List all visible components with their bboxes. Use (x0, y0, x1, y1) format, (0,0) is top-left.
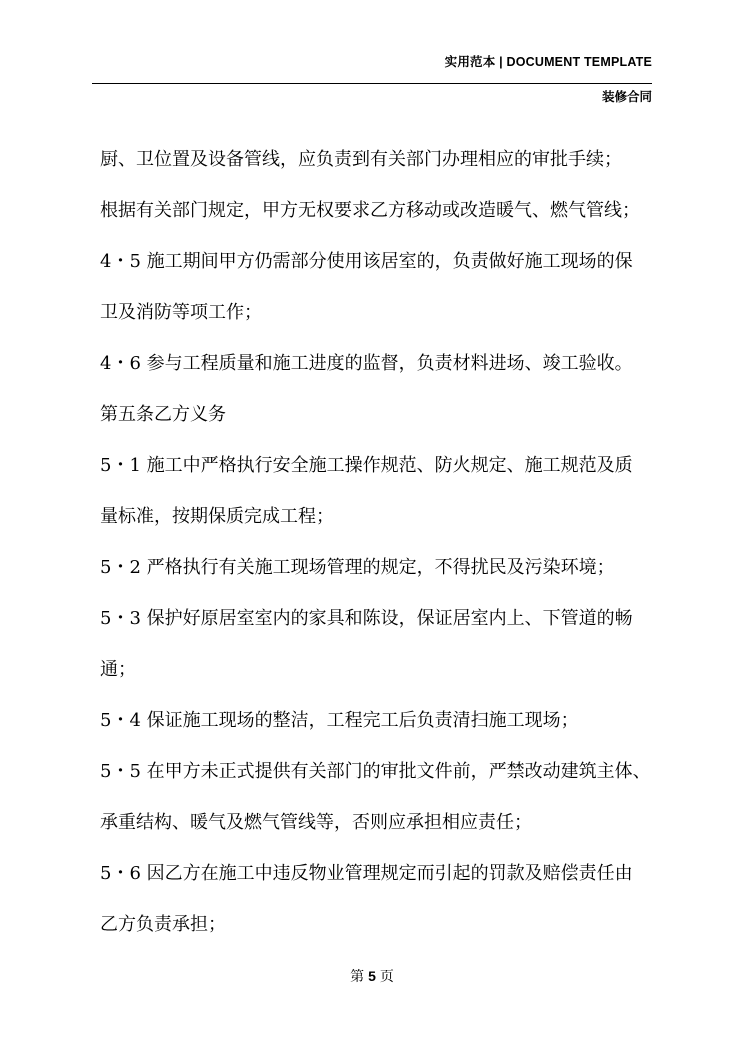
body-line: 卫及消防等项工作； (100, 302, 262, 323)
body-line: 乙方负责承担； (100, 914, 226, 935)
page-prefix: 第 (350, 969, 365, 985)
body-line: 4・5 施工期间甲方仍需部分使用该居室的，负责做好施工现场的保 (100, 251, 633, 272)
body-line: 5・2 严格执行有关施工现场管理的规定，不得扰民及污染环境； (100, 557, 615, 578)
header-title: 实用范本 | DOCUMENT TEMPLATE (444, 55, 652, 69)
section-heading: 第五条乙方义务 (100, 404, 226, 425)
body-line: 5・4 保证施工现场的整洁，工程完工后负责清扫施工现场； (100, 710, 579, 731)
body-line: 5・6 因乙方在施工中违反物业管理规定而引起的罚款及赔偿责任由 (100, 863, 633, 884)
body-line: 4・6 参与工程质量和施工进度的监督，负责材料进场、竣工验收。 (100, 353, 633, 374)
body-line: 承重结构、暖气及燃气管线等，否则应承担相应责任； (100, 812, 532, 833)
document-subtitle: 装修合同 (601, 90, 652, 104)
body-line: 通； (100, 659, 136, 680)
page-footer (0, 966, 744, 986)
body-line: 量标准，按期保质完成工程； (100, 506, 334, 527)
body-line: 根据有关部门规定，甲方无权要求乙方移动或改造暖气、燃气管线； (100, 200, 640, 221)
body-line: 5・3 保护好原居室室内的家具和陈设，保证居室内上、下管道的畅 (100, 608, 633, 629)
document-body (100, 134, 656, 950)
header-divider (92, 83, 652, 84)
body-line: 厨、卫位置及设备管线，应负责到有关部门办理相应的审批手续； (100, 149, 622, 170)
body-line: 5・1 施工中严格执行安全施工操作规范、防火规定、施工规范及质 (100, 455, 633, 476)
page-number: 5 (368, 968, 376, 984)
body-line: 5・5 在甲方未正式提供有关部门的审批文件前，严禁改动建筑主体、 (100, 761, 651, 782)
page-suffix: 页 (379, 969, 394, 985)
